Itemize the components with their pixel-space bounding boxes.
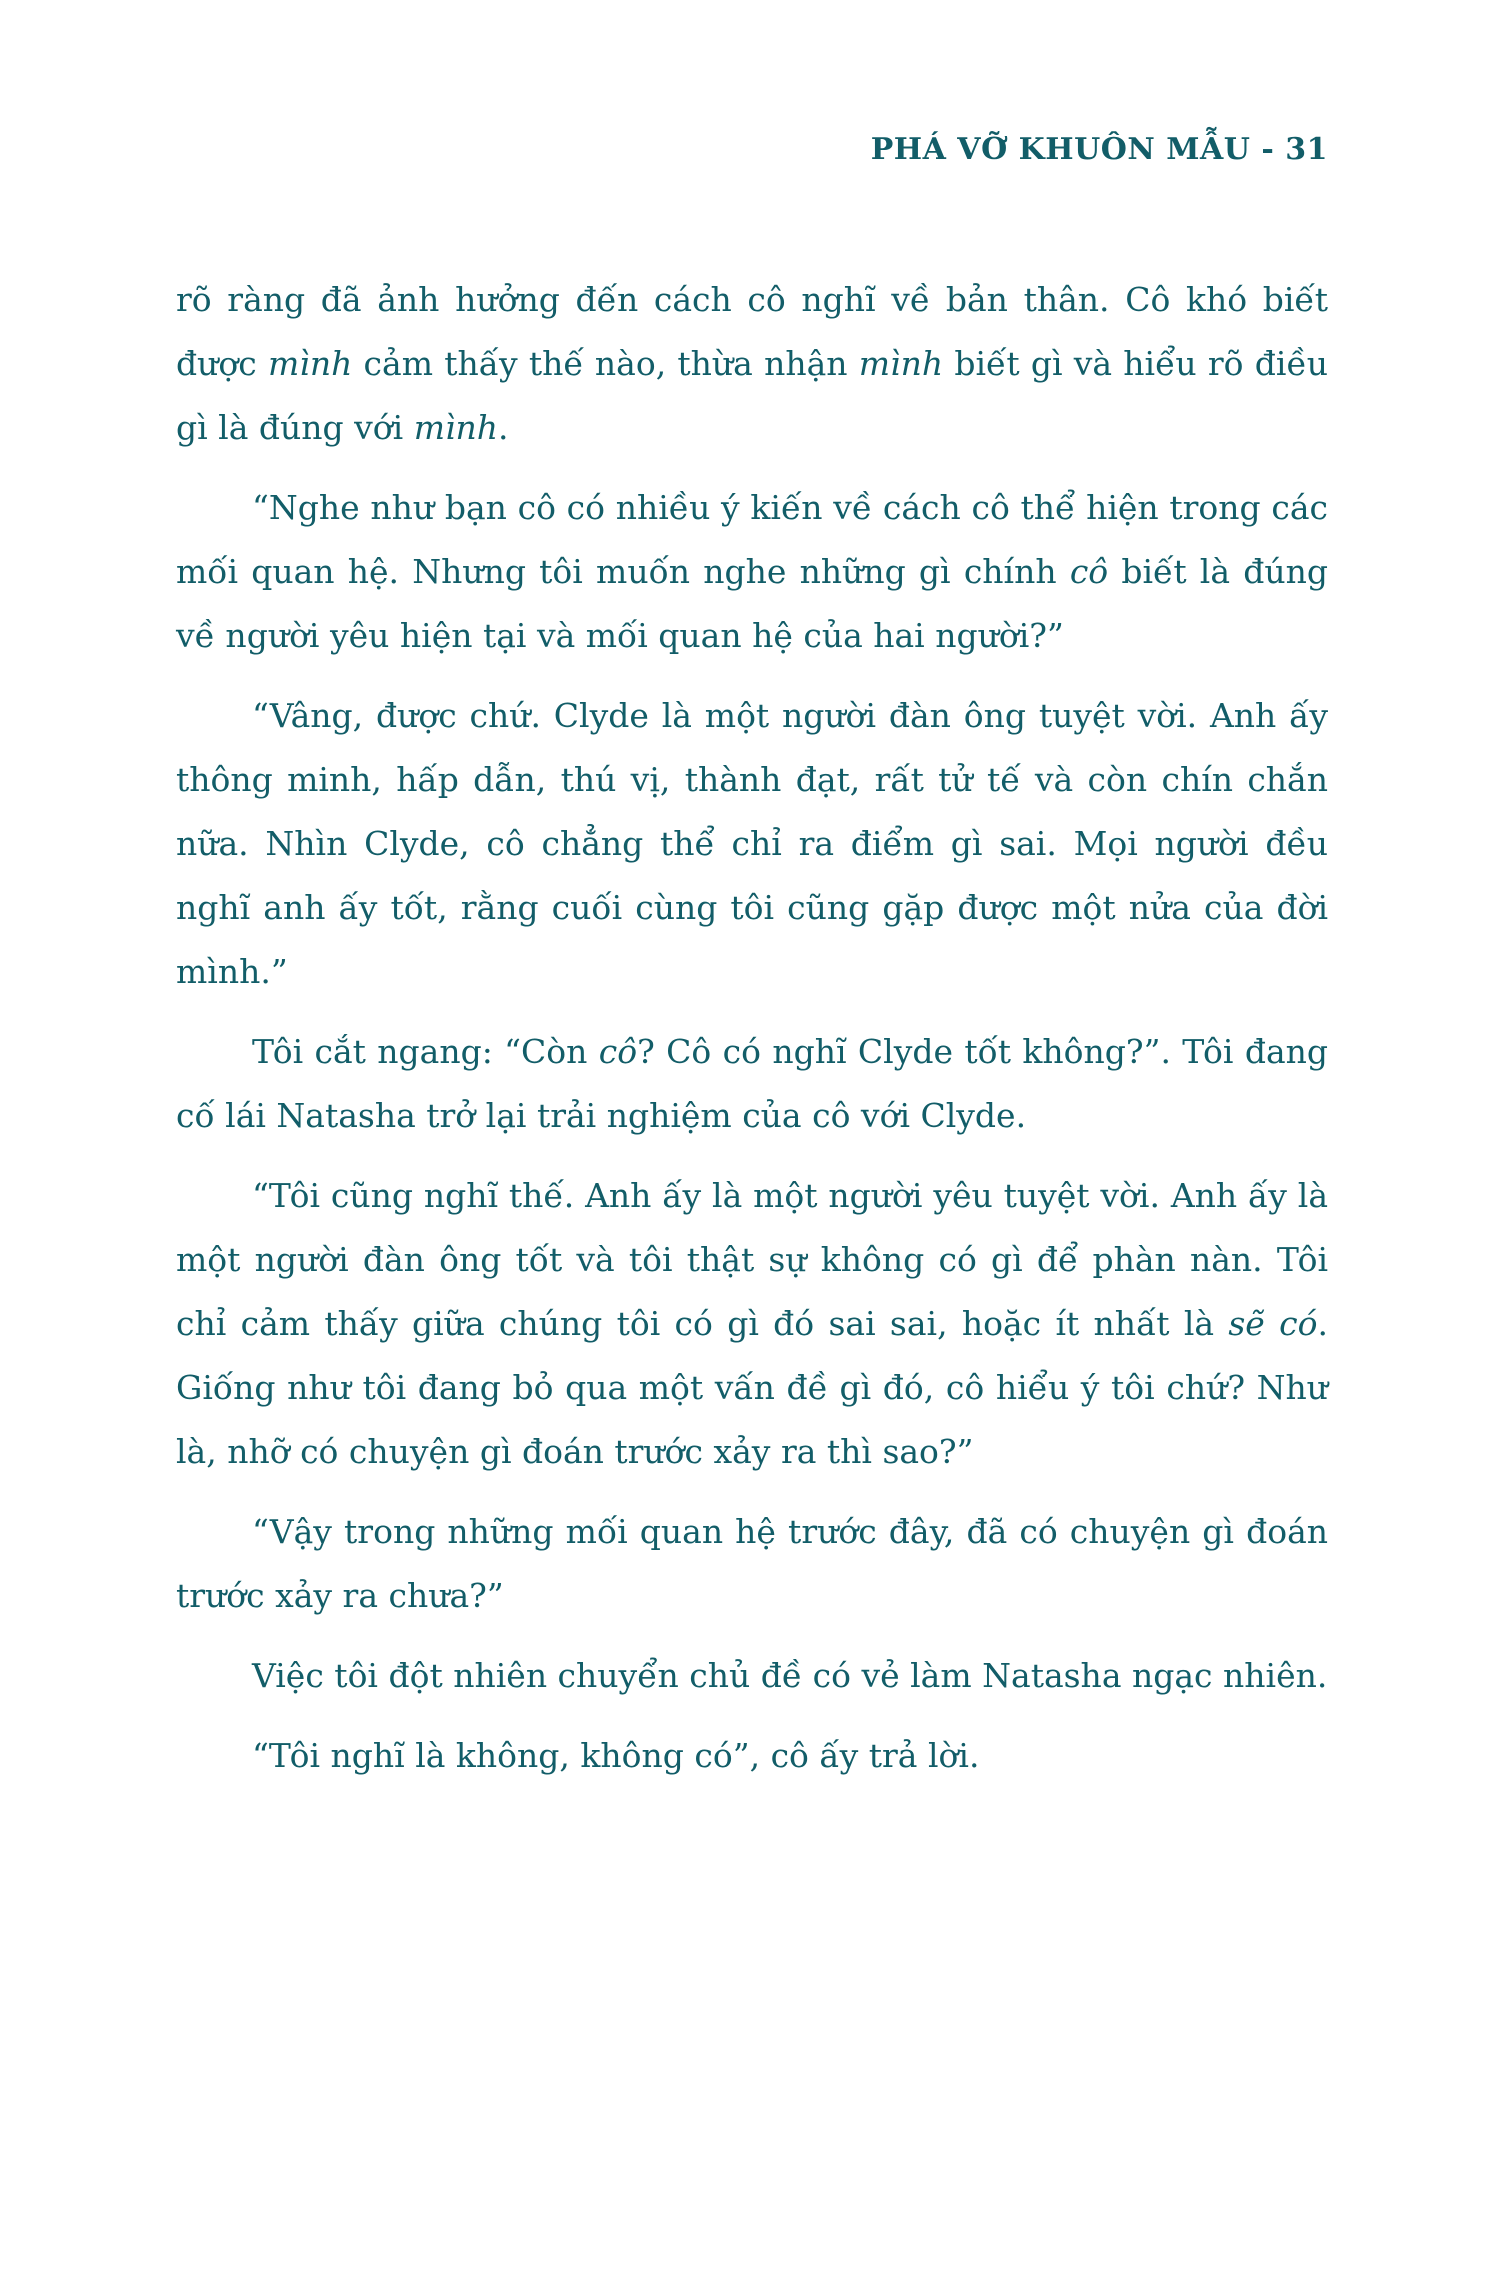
paragraph (176, 684, 1328, 1004)
running-title: PHÁ VỠ KHUÔN MẪU (870, 132, 1251, 167)
text-run: Tôi cắt ngang: “Còn (252, 1032, 599, 1071)
paragraph (176, 1164, 1328, 1484)
italic-text-run: mình (267, 344, 353, 383)
page-header (176, 132, 1328, 167)
text-run: “Tôi cũng nghĩ thế. Anh ấy là một người yêu tuyệt vời. Anh ấy là một người đàn ông tốt và tôi thật sự không có gì để phàn nàn. Tôi chỉ cảm thấy giữa chúng tôi có gì đó sai sai, hoặc ít nhất là (176, 1176, 1328, 1343)
paragraph (176, 1644, 1328, 1708)
text-run: . (498, 408, 509, 447)
text-run: “Tôi nghĩ là không, không có”, cô ấy trả lời. (252, 1736, 980, 1775)
text-run: “Nghe như bạn cô có nhiều ý kiến về cách cô thể hiện trong các mối quan hệ. Nhưng tôi muốn nghe những gì chính (176, 488, 1328, 591)
italic-text-run: cô (598, 1032, 638, 1071)
text-run: biết gì và hiểu rõ điều gì là đúng với (176, 344, 1328, 447)
page-number: 31 (1285, 132, 1328, 167)
text-run: ? Cô có nghĩ Clyde tốt không?”. Tôi đang cố lái Natasha trở lại trải nghiệm của cô với Clyde. (176, 1032, 1328, 1135)
text-run: “Vậy trong những mối quan hệ trước đây, đã có chuyện gì đoán trước xảy ra chưa?” (176, 1512, 1328, 1615)
text-run: biết là đúng về người yêu hiện tại và mối quan hệ của hai người?” (176, 552, 1328, 655)
paragraph (176, 476, 1328, 668)
paragraph (176, 1500, 1328, 1628)
italic-text-run: sẽ có (1228, 1304, 1318, 1343)
italic-text-run: cô (1069, 552, 1109, 591)
paragraph (176, 1724, 1328, 1788)
text-run: cảm thấy thế nào, thừa nhận (352, 344, 859, 383)
text-run: “Vâng, được chứ. Clyde là một người đàn ông tuyệt vời. Anh ấy thông minh, hấp dẫn, thú vị, thành đạt, rất tử tế và còn chín chắn nữa. Nhìn Clyde, cô chẳng thể chỉ ra điểm gì sai. Mọi người đều nghĩ anh ấy tốt, rằng cuối cùng tôi cũng gặp được một nửa của đời mình.” (176, 696, 1328, 991)
header-separator: - (1250, 132, 1286, 167)
paragraph (176, 1020, 1328, 1148)
text-run: . Giống như tôi đang bỏ qua một vấn đề gì đó, cô hiểu ý tôi chứ? Như là, nhỡ có chuyện gì đoán trước xảy ra thì sao?” (176, 1304, 1328, 1471)
italic-text-run: mình (413, 408, 499, 447)
text-run: Việc tôi đột nhiên chuyển chủ đề có vẻ làm Natasha ngạc nhiên. (252, 1656, 1328, 1695)
paragraph (176, 268, 1328, 460)
italic-text-run: mình (858, 344, 944, 383)
body-text (176, 268, 1328, 1804)
text-run: rõ ràng đã ảnh hưởng đến cách cô nghĩ về bản thân. Cô khó biết được (176, 280, 1328, 383)
